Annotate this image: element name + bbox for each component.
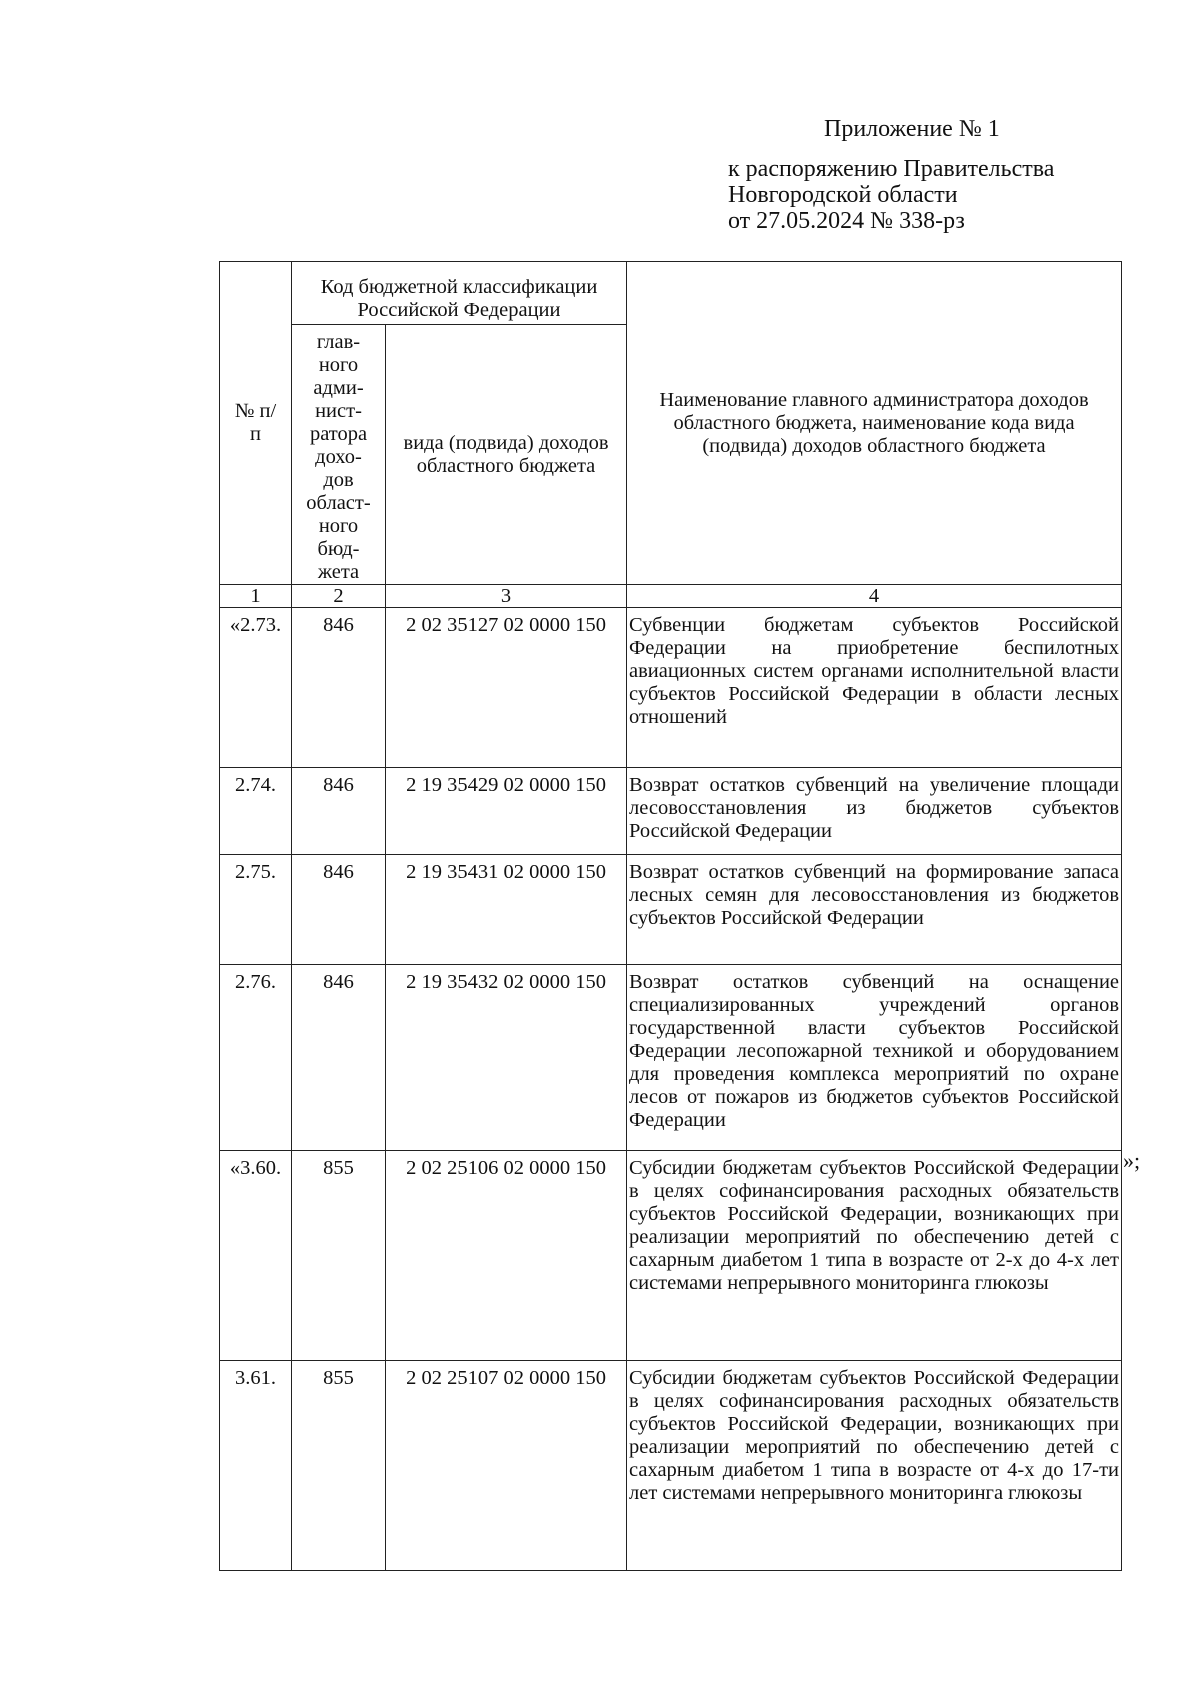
column-number-row: [220, 585, 1122, 608]
header-admin: [292, 325, 386, 585]
budget-code-table: [219, 261, 1122, 1571]
column-number: 2: [292, 585, 386, 608]
row-admin-code: 855: [292, 1151, 386, 1361]
header-name: Наименование главного администратора доходов областного бюджета, наименование кода вида (подвида) доходов областного бюджета: [627, 262, 1122, 585]
row-admin-code: 846: [292, 855, 386, 965]
header-admin-part: област-: [306, 492, 371, 514]
attachment-line-3: от 27.05.2024 № 338-рз: [728, 208, 965, 234]
header-admin-part: бюд-: [317, 538, 360, 560]
row-income-code: 2 02 35127 02 0000 150: [386, 608, 627, 768]
row-admin-code: 855: [292, 1361, 386, 1571]
row-admin-code: 846: [292, 608, 386, 768]
table-row: [220, 1361, 1122, 1571]
row-income-name: Возврат остатков субвенций на увеличение площади лесовосстановления из бюджетов субъектов Российской Федерации: [627, 768, 1122, 855]
row-number: 2.74.: [220, 768, 292, 855]
attachment-title: Приложение № 1: [824, 116, 1000, 142]
row-income-name: Субсидии бюджетам субъектов Российской Федерации в целях софинансирования расходных обязательств субъектов Российской Федерации, возникающих при реализации мероприятий по обеспечению детей с сахарным диабетом 1 типа в возрасте от 2-х до 4-х лет системами непрерывного мониторинга глюкозы: [627, 1151, 1122, 1361]
table-row: [220, 608, 1122, 768]
column-number: 1: [220, 585, 292, 608]
header-admin-part: ного: [318, 515, 359, 537]
column-number: 4: [627, 585, 1122, 608]
header-num: № п/п: [220, 262, 292, 585]
row-admin-code: 846: [292, 768, 386, 855]
header-admin-part: дов: [323, 469, 354, 491]
row-admin-code: 846: [292, 965, 386, 1151]
column-number: 3: [386, 585, 627, 608]
table-row: [220, 768, 1122, 855]
header-code-group: Код бюджетной классификации Российской Федерации: [292, 262, 627, 325]
header-admin-part: ратора: [309, 423, 368, 445]
closing-quote-mark: »;: [1123, 1148, 1141, 1173]
row-number: 3.61.: [220, 1361, 292, 1571]
attachment-header: [728, 116, 1054, 234]
row-income-code: 2 19 35429 02 0000 150: [386, 768, 627, 855]
table-row: [220, 855, 1122, 965]
row-income-code: 2 02 25106 02 0000 150: [386, 1151, 627, 1361]
header-admin-part: адми-: [313, 377, 364, 399]
row-income-name: Субсидии бюджетам субъектов Российской Федерации в целях софинансирования расходных обязательств субъектов Российской Федерации, возникающих при реализации мероприятий по обеспечению детей с сахарным диабетом 1 типа в возрасте от 4-х до 17-ти лет системами непрерывного мониторинга глюкозы: [627, 1361, 1122, 1571]
row-income-name: Субвенции бюджетам субъектов Российской Федерации на приобретение беспилотных авиационных систем органами исполнительной власти субъектов Российской Федерации в области лесных отношений: [627, 608, 1122, 768]
row-number: 2.75.: [220, 855, 292, 965]
attachment-line-1: к распоряжению Правительства: [728, 156, 1055, 182]
table-row: [220, 1151, 1122, 1361]
row-income-name: Возврат остатков субвенций на оснащение специализированных учреждений органов государственной власти субъектов Российской Федерации лесопожарной техникой и оборудованием для проведения комплекса мероприятий по охране лесов от пожаров из бюджетов субъектов Российской Федерации: [627, 965, 1122, 1151]
row-income-code: 2 02 25107 02 0000 150: [386, 1361, 627, 1571]
table-row: [220, 965, 1122, 1151]
header-admin-part: дохо-: [315, 446, 362, 468]
header-admin-part: нист-: [315, 400, 362, 422]
row-income-code: 2 19 35432 02 0000 150: [386, 965, 627, 1151]
row-income-code: 2 19 35431 02 0000 150: [386, 855, 627, 965]
table-header-row-1: [220, 262, 1122, 325]
row-number: «3.60.: [220, 1151, 292, 1361]
header-admin-part: жета: [317, 561, 360, 583]
header-admin-part: ного: [318, 354, 359, 376]
header-type: вида (подвида) доходов областного бюджета: [386, 325, 627, 585]
header-admin-part: глав-: [316, 331, 361, 353]
row-number: «2.73.: [220, 608, 292, 768]
attachment-line-2: Новгородской области: [728, 182, 958, 208]
row-income-name: Возврат остатков субвенций на формирование запаса лесных семян для лесовосстановления из бюджетов субъектов Российской Федерации: [627, 855, 1122, 965]
row-number: 2.76.: [220, 965, 292, 1151]
